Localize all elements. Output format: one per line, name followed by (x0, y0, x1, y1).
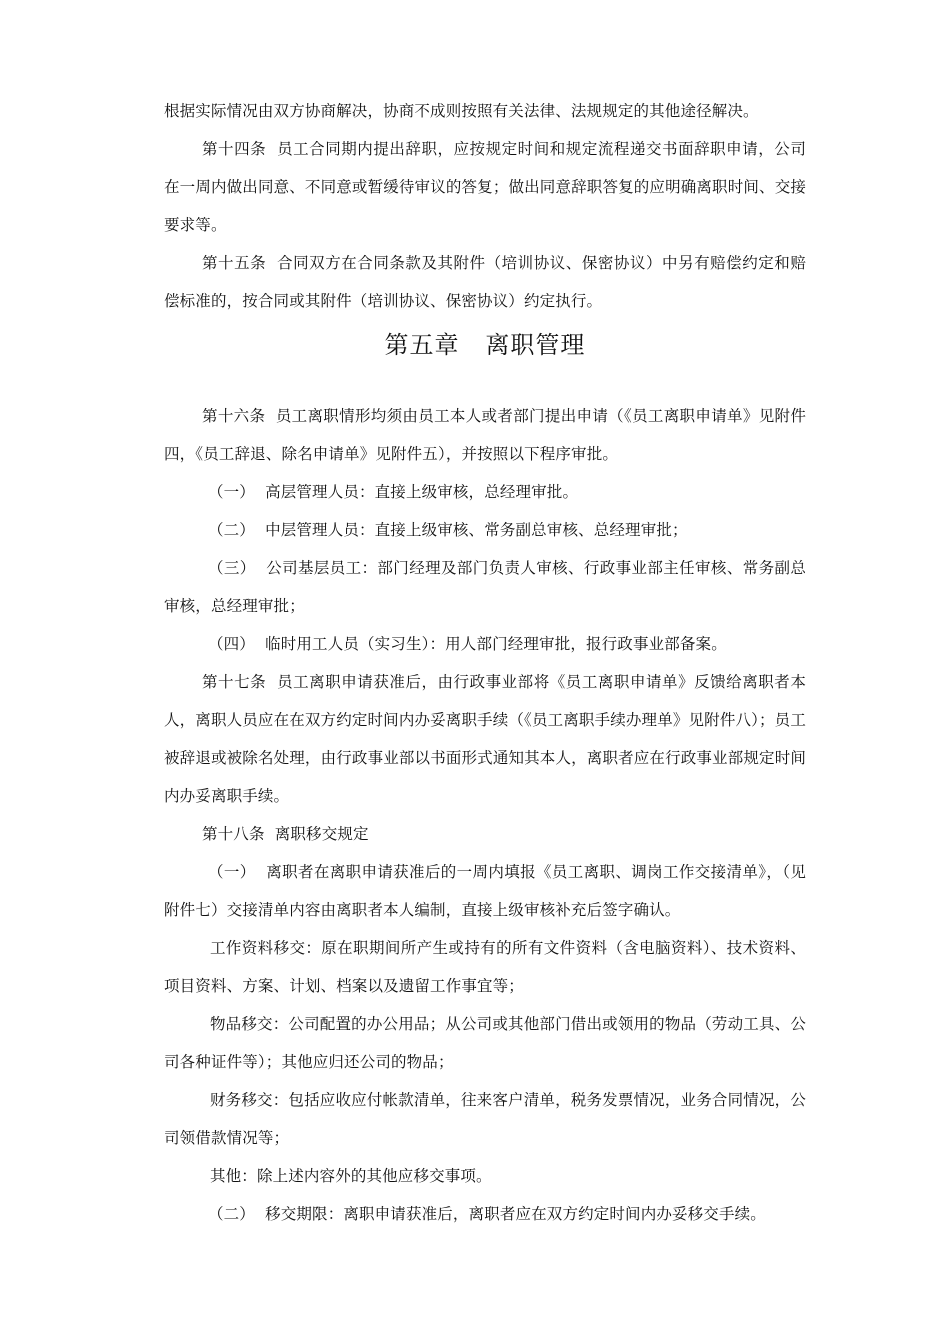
article-15: 第十五条 合同双方在合同条款及其附件（培训协议、保密协议）中另有赔偿约定和赔偿标准的，按合同或其附件（培训协议、保密协议）约定执行。 (164, 254, 806, 310)
document-body (164, 92, 806, 1233)
article-16-item-3: （三） 公司基层员工：部门经理及部门负责人审核、行政事业部主任审核、常务副总审核，总经理审批； (164, 559, 806, 615)
article-18-item-1: （一） 离职者在离职申请获准后的一周内填报《员工离职、调岗工作交接清单》，（见附件七）交接清单内容由离职者本人编制，直接上级审核补充后签字确认。 (164, 863, 806, 919)
handover-work-materials: 工作资料移交：原在职期间所产生或持有的所有文件资料（含电脑资料）、技术资料、项目资料、方案、计划、档案以及遗留工作事宜等； (164, 939, 806, 995)
article-18-item-2: （二） 移交期限：离职申请获准后，离职者应在双方约定时间内办妥移交手续。 (208, 1205, 766, 1223)
article-16-item-1: （一） 高层管理人员：直接上级审核，总经理审批。 (208, 483, 579, 501)
chapter-title: 第五章 离职管理 (384, 331, 586, 359)
handover-items: 物品移交：公司配置的办公用品；从公司或其他部门借出或领用的物品（劳动工具、公司各种证件等）；其他应归还公司的物品； (164, 1015, 806, 1071)
article-16-item-4: （四） 临时用工人员（实习生）：用人部门经理审批，报行政事业部备案。 (208, 635, 727, 653)
article-14: 第十四条 员工合同期内提出辞职，应按规定时间和规定流程递交书面辞职申请，公司在一周内做出同意、不同意或暂缓待审议的答复；做出同意辞职答复的应明确离职时间、交接要求等。 (164, 140, 806, 234)
handover-other: 其他：除上述内容外的其他应移交事项。 (210, 1167, 492, 1185)
article-17: 第十七条 员工离职申请获准后，由行政事业部将《员工离职申请单》反馈给离职者本人，离职人员应在在双方约定时间内办妥离职手续（《员工离职手续办理单》见附件八）；员工被辞退或被除名处理，由行政事业部以书面形式通知其本人，离职者应在行政事业部规定时间内办妥离职手续。 (164, 673, 806, 805)
article-16-item-2: （二） 中层管理人员：直接上级审核、常务副总审核、总经理审批； (208, 521, 688, 539)
article-18: 第十八条 离职移交规定 (202, 825, 369, 843)
handover-finance: 财务移交：包括应收应付帐款清单，往来客户清单，税务发票情况，业务合同情况，公司领借款情况等； (164, 1091, 806, 1147)
paragraph-dispute-resolution: 根据实际情况由双方协商解决，协商不成则按照有关法律、法规规定的其他途径解决。 (164, 102, 759, 120)
article-16: 第十六条 员工离职情形均须由员工本人或者部门提出申请（《员工离职申请单》见附件四，《员工辞退、除名申请单》见附件五），并按照以下程序审批。 (164, 407, 806, 463)
